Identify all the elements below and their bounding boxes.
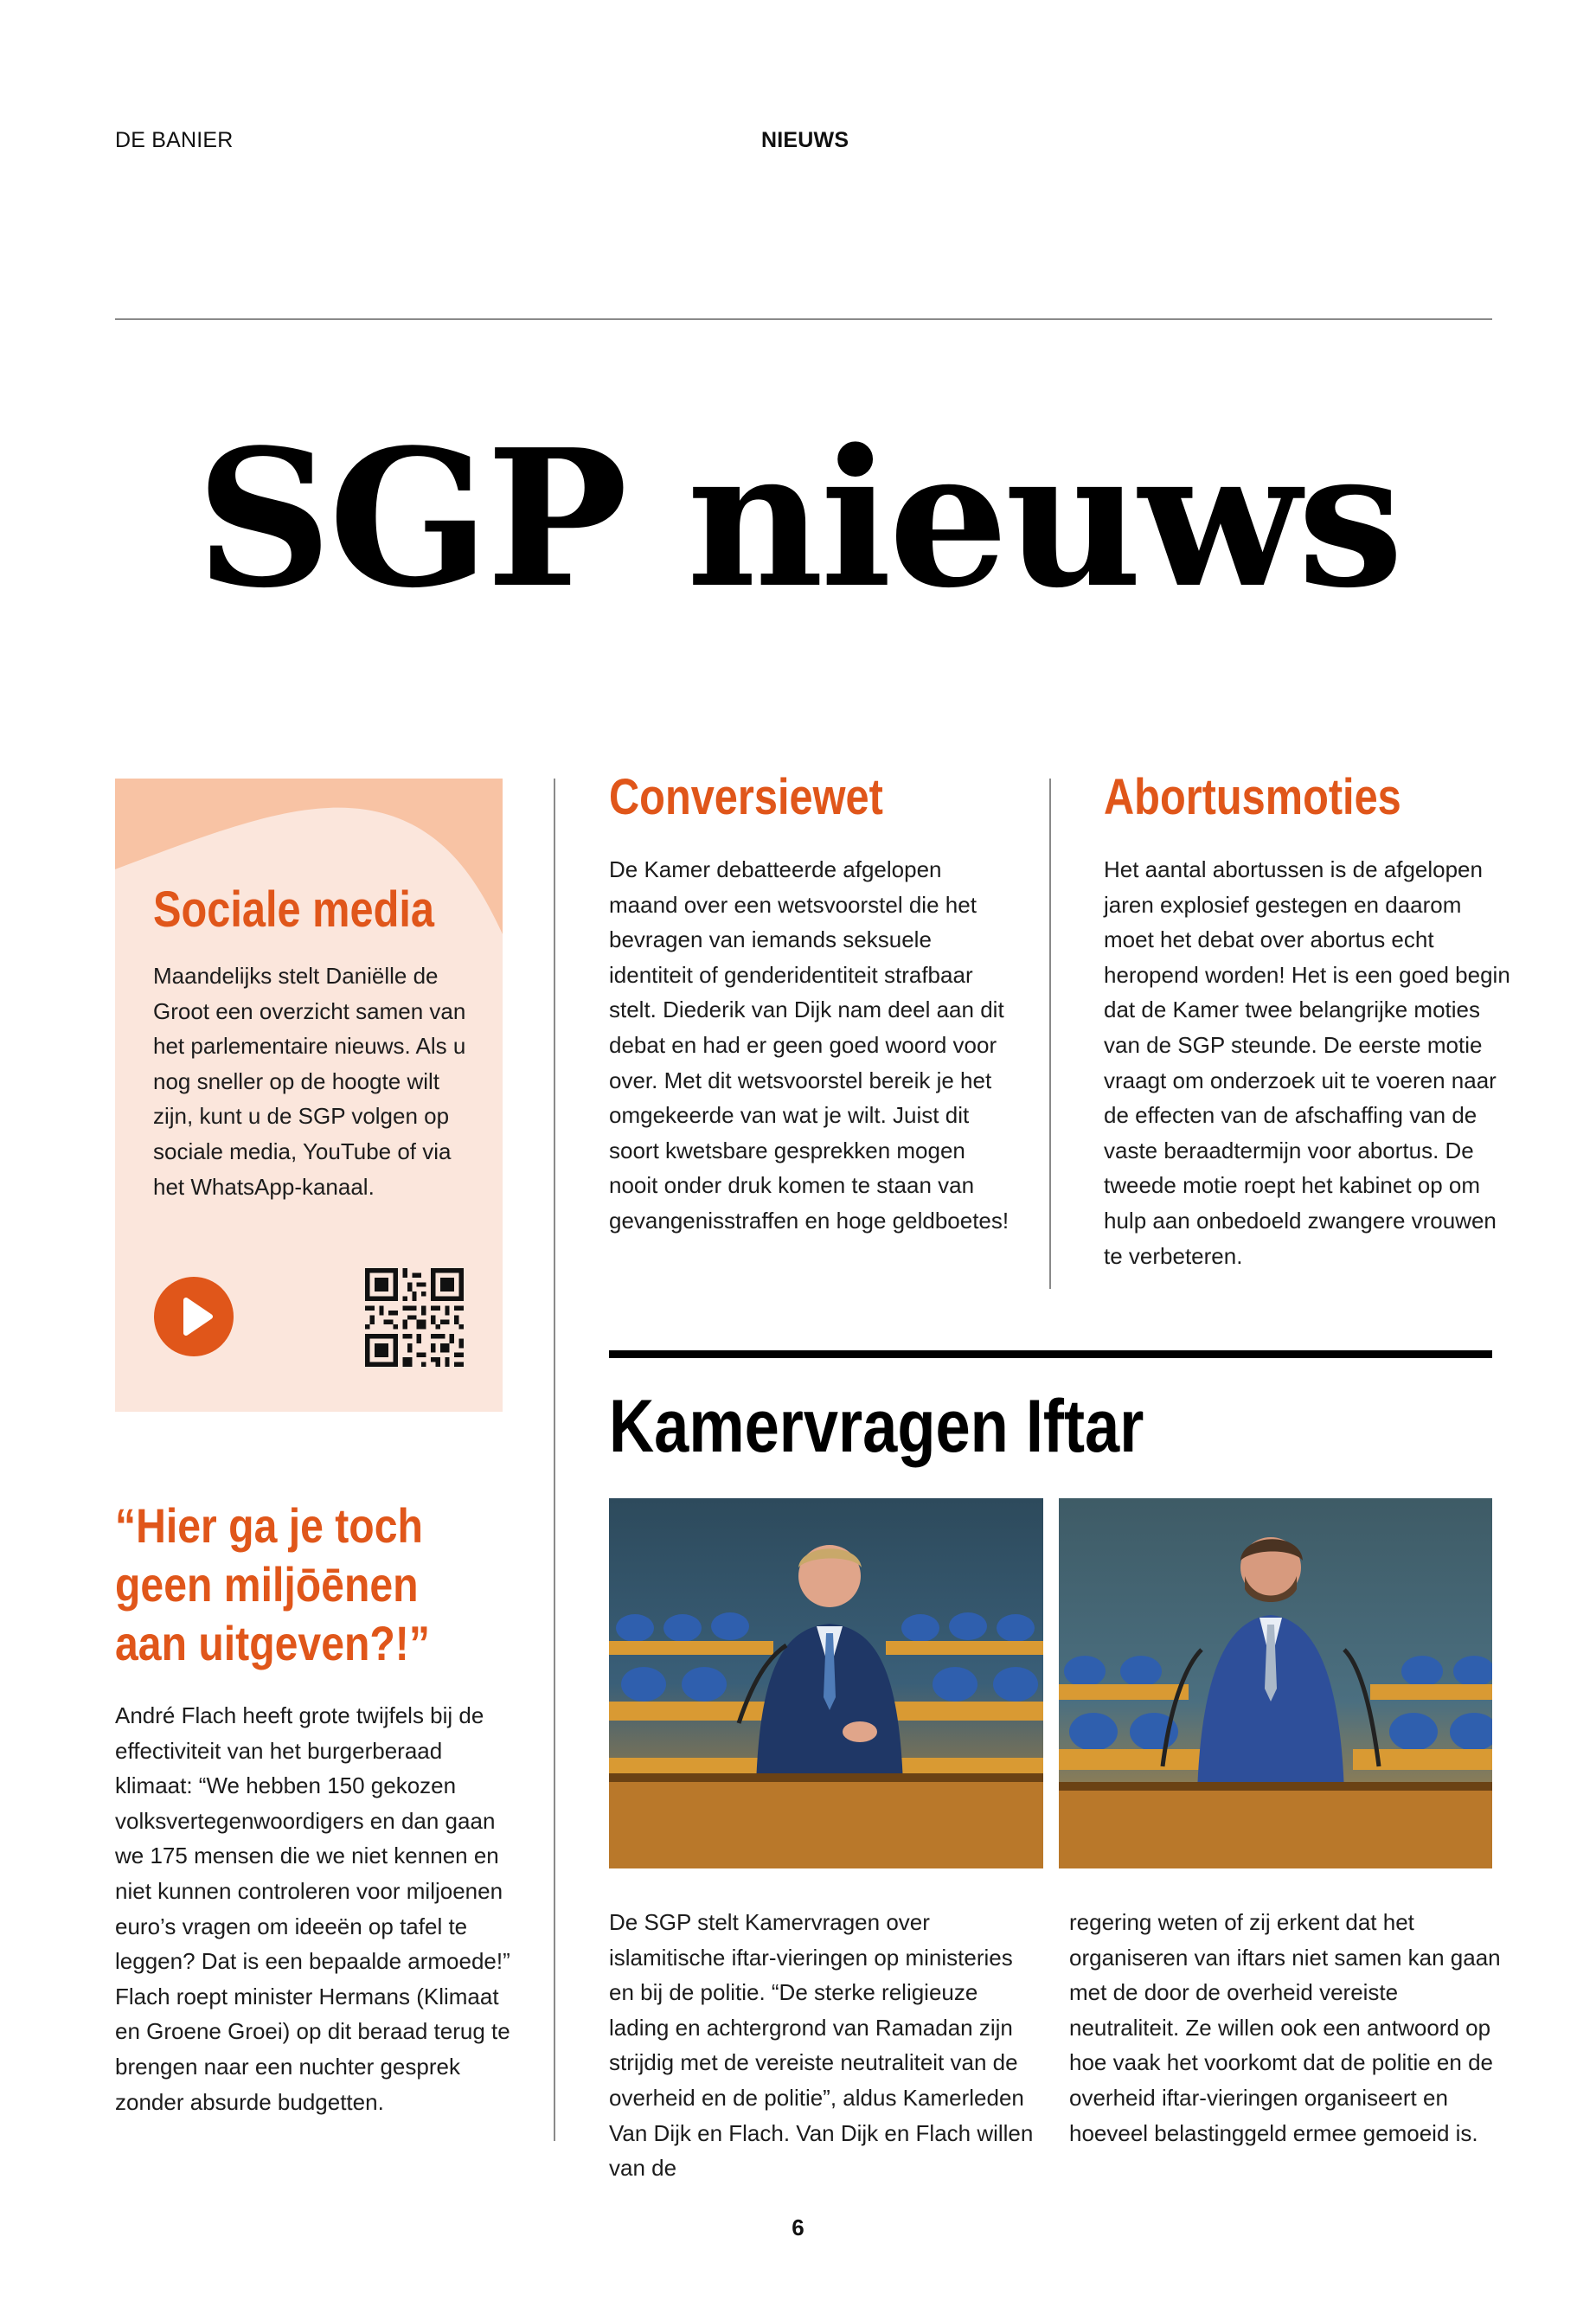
quote-heading: “Hier ga je toch geen miljōēnen aan uitgeven?!”	[115, 1498, 430, 1670]
article-heading-abortusmoties: Abortusmoties	[1104, 769, 1401, 825]
qr-code-icon[interactable]	[365, 1268, 464, 1367]
article-body-iftar-col2: regering weten of zij erkent dat het organiseren van iftars niet samen kan gaan met de door de overheid vereiste neutraliteit. Ze willen ook een antwoord op hoe vaak het voorkomt dat de politie en de overheid iftar-vieringen organiseert en hoeveel belastinggeld ermee gemoeid is.	[1069, 1909, 1501, 2146]
top-divider	[115, 318, 1492, 320]
article-body-abortusmoties: Het aantal abortussen is de afgelopen jaren explosief gestegen en daarom moet het debat over abortus echt heropend worden! Het is een goed begin dat de Kamer twee belangrijke moties van de SGP steunde. De eerste motie vraagt om onderzoek uit te voeren naar de effecten van de afschaffing van de vaste beraadtermijn voor abortus. De tweede motie roept het kabinet op om hulp aan onbedoeld zwangere vrouwen te verbeteren.	[1104, 856, 1510, 1269]
article-heading-conversiewet: Conversiewet	[609, 769, 883, 825]
article-heading-iftar: Kamervragen Iftar	[609, 1385, 1144, 1468]
article-body-conversiewet: De Kamer debatteerde afgelopen maand over een wetsvoorstel die het bevragen van iemands seksuele identiteit of genderidentiteit strafbaar stelt. Diederik van Dijk nam deel aan dit debat en had er geen goed woord voor over. Met dit wetsvoorstel bereik je het omgekeerde van wat je wilt. Juist dit soort kwetsbare gesprekken mogen nooit onder druk komen te staan van gevangenisstraffen en hoge geldboetes!	[609, 856, 1010, 1234]
column-divider-left	[554, 779, 555, 2141]
publication-name: DE BANIER	[115, 128, 234, 152]
article-body-iftar-col1: De SGP stelt Kamervragen over islamitische iftar-vieringen op ministeries en bij de politie. “De sterke religieuze lading en achtergrond van Ramadan zijn strijdig met de vereiste neutraliteit van de overheid en de politie”, aldus Kamerleden Van Dijk en Flach. Van Dijk en Flach willen van de	[609, 1909, 1034, 2182]
social-media-body: Maandelijks stelt Daniëlle de Groot een overzicht samen van het parlementaire nieuws. Als u nog sneller op de hoogte wilt zijn, kunt u de SGP volgen op sociale media, YouTube of via het WhatsApp-kanaal.	[153, 963, 466, 1200]
column-divider-right	[1049, 779, 1051, 1289]
quote-body: André Flach heeft grote twijfels bij de effectiviteit van het burgerberaad klimaat: “We hebben 150 gekozen volksvertegenwoordigers en dan gaan we 175 mensen die we niet kennen en niet kunnen controleren voor miljoenen euro’s vragen om ideeën op tafel te leggen? Dat is een bepaalde armoede!” Flach roept minister Hermans (Klimaat en Groene Groei) op dit beraad terug te brengen naar een nuchter gesprek zonder absurde budgetten.	[115, 1702, 510, 2115]
section-label: NIEUWS	[761, 128, 849, 152]
page-number: 6	[792, 2214, 804, 2240]
social-media-heading: Sociale media	[153, 881, 434, 938]
photo-speaker-1	[609, 1498, 1043, 1868]
play-icon[interactable]	[152, 1275, 235, 1358]
photo-speaker-2	[1059, 1498, 1492, 1868]
social-media-box	[115, 779, 503, 1412]
section-divider	[609, 1350, 1492, 1358]
page-title: SGP nieuws	[195, 408, 1401, 630]
